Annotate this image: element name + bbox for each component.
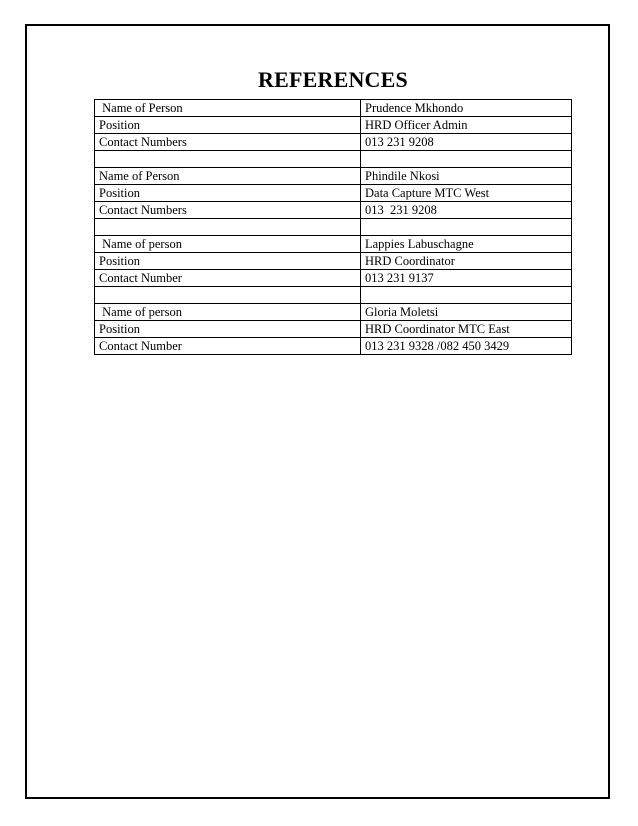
table-row	[95, 236, 572, 253]
name-value: Prudence Mkhondo	[361, 100, 572, 117]
references-table	[94, 99, 572, 355]
contact-value: 013 231 9208	[361, 134, 572, 151]
name-label: Name of Person	[95, 100, 361, 117]
position-value: HRD Officer Admin	[361, 117, 572, 134]
table-row	[95, 168, 572, 185]
position-value: HRD Coordinator	[361, 253, 572, 270]
table-row	[95, 270, 572, 287]
name-value: Lappies Labuschagne	[361, 236, 572, 253]
table-row	[95, 117, 572, 134]
contact-value: 013 231 9137	[361, 270, 572, 287]
position-label: Position	[95, 321, 361, 338]
table-row	[95, 338, 572, 355]
empty-cell	[361, 287, 572, 304]
position-label: Position	[95, 253, 361, 270]
empty-cell	[361, 151, 572, 168]
table-row	[95, 304, 572, 321]
position-value: HRD Coordinator MTC East	[361, 321, 572, 338]
empty-cell	[95, 151, 361, 168]
contact-label: Contact Numbers	[95, 134, 361, 151]
name-label: Name of Person	[95, 168, 361, 185]
table-row	[95, 134, 572, 151]
name-value: Gloria Moletsi	[361, 304, 572, 321]
contact-value: 013 231 9208	[361, 202, 572, 219]
contact-label: Contact Number	[95, 270, 361, 287]
spacer-row	[95, 151, 572, 168]
name-label: Name of person	[95, 304, 361, 321]
position-label: Position	[95, 185, 361, 202]
empty-cell	[361, 219, 572, 236]
contact-label: Contact Number	[95, 338, 361, 355]
table-row	[95, 202, 572, 219]
page-title: REFERENCES	[258, 67, 408, 92]
empty-cell	[95, 219, 361, 236]
table-row	[95, 100, 572, 117]
table-row	[95, 253, 572, 270]
position-value: Data Capture MTC West	[361, 185, 572, 202]
empty-cell	[95, 287, 361, 304]
contact-value: 013 231 9328 /082 450 3429	[361, 338, 572, 355]
table-row	[95, 185, 572, 202]
table-row	[95, 321, 572, 338]
spacer-row	[95, 219, 572, 236]
name-value: Phindile Nkosi	[361, 168, 572, 185]
spacer-row	[95, 287, 572, 304]
name-label: Name of person	[95, 236, 361, 253]
position-label: Position	[95, 117, 361, 134]
contact-label: Contact Numbers	[95, 202, 361, 219]
